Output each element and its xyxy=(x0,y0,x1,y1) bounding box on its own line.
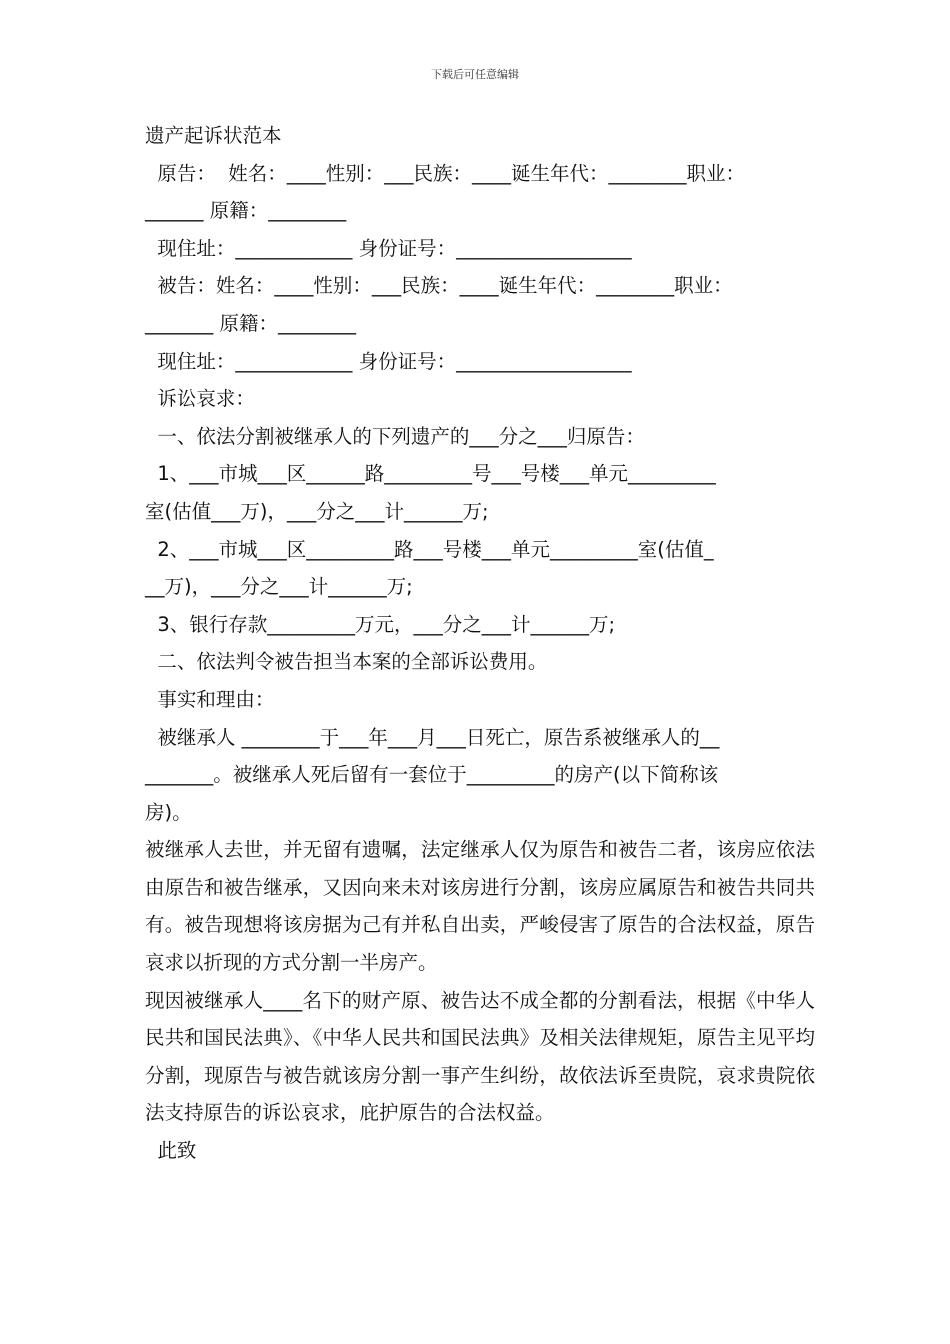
closing-salutation: 此致 xyxy=(145,1139,197,1163)
page-header-note: 下载后可任意编辑 xyxy=(431,68,519,81)
plaintiff-address-line: 现住址：____________ 身份证号：__________________ xyxy=(145,236,632,260)
estate-item-1-line1: 1、___市城___区______路_________号___号楼___单元_________ xyxy=(145,462,716,486)
claim-two: 二、依法判令被告担当本案的全部诉讼费用。 xyxy=(145,650,548,674)
facts-paragraph-2: 被继承人去世，并无留有遗嘱，法定继承人仅为原告和被告二者，该房应依法由原告和被告继承，又因向来未对该房进行分割，该房应属原告和被告共同共有。被告现想将该房据为己有并私自出卖，严峻侵害了原告的合法权益，原告哀求以折现的方式分割一半房产。 xyxy=(145,838,815,975)
plaintiff-info-line: 原告： 姓名：____性别：___民族：____诞生年代：________职业： xyxy=(145,161,746,185)
document-title: 遗产起诉状范本 xyxy=(145,124,282,147)
facts-paragraph-1-line1: 被继承人 ________于___年___月___日死亡，原告系被继承人的__ xyxy=(145,725,720,749)
defendant-info-line: 被告：姓名：____性别：___民族：____诞生年代：________职业： xyxy=(145,274,733,298)
estate-item-1-line2: 室(估值___万)，___分之___计______万; xyxy=(145,499,489,523)
document-body xyxy=(145,117,815,1170)
claim-one: 一、依法分割被继承人的下列遗产的___分之___归原告： xyxy=(145,424,645,448)
defendant-address-line: 现住址：____________ 身份证号：__________________ xyxy=(145,349,632,373)
facts-paragraph-3: 现因被继承人____名下的财产原、被告达不成全都的分割看法，根据《中华人民共和国民法典》、《中华人民共和国民法典》及相关法律规矩，原告主见平均分割，现原告与被告就该房分割一事产生纠纷，故依法诉至贵院，哀求贵院依法支持原告的诉讼哀求，庇护原告的合法权益。 xyxy=(145,988,815,1125)
facts-paragraph-1-line3: 房)。 xyxy=(145,800,192,824)
facts-heading: 事实和理由： xyxy=(145,687,275,711)
defendant-origin-line: _______ 原籍：________ xyxy=(145,311,356,335)
claims-heading: 诉讼哀求： xyxy=(145,387,255,411)
plaintiff-origin-line: ______ 原籍：________ xyxy=(145,199,347,223)
estate-item-2-line2: __万)，___分之___计______万; xyxy=(145,575,413,599)
estate-item-3: 3、银行存款_________万元，___分之___计______万; xyxy=(145,612,616,636)
facts-paragraph-1-line2: _______。被继承人死后留有一套位于_________的房产(以下简称该 xyxy=(145,763,719,787)
estate-item-2-line1: 2、___市城___区_________路___号楼___单元_________室(估值_ xyxy=(145,537,714,561)
